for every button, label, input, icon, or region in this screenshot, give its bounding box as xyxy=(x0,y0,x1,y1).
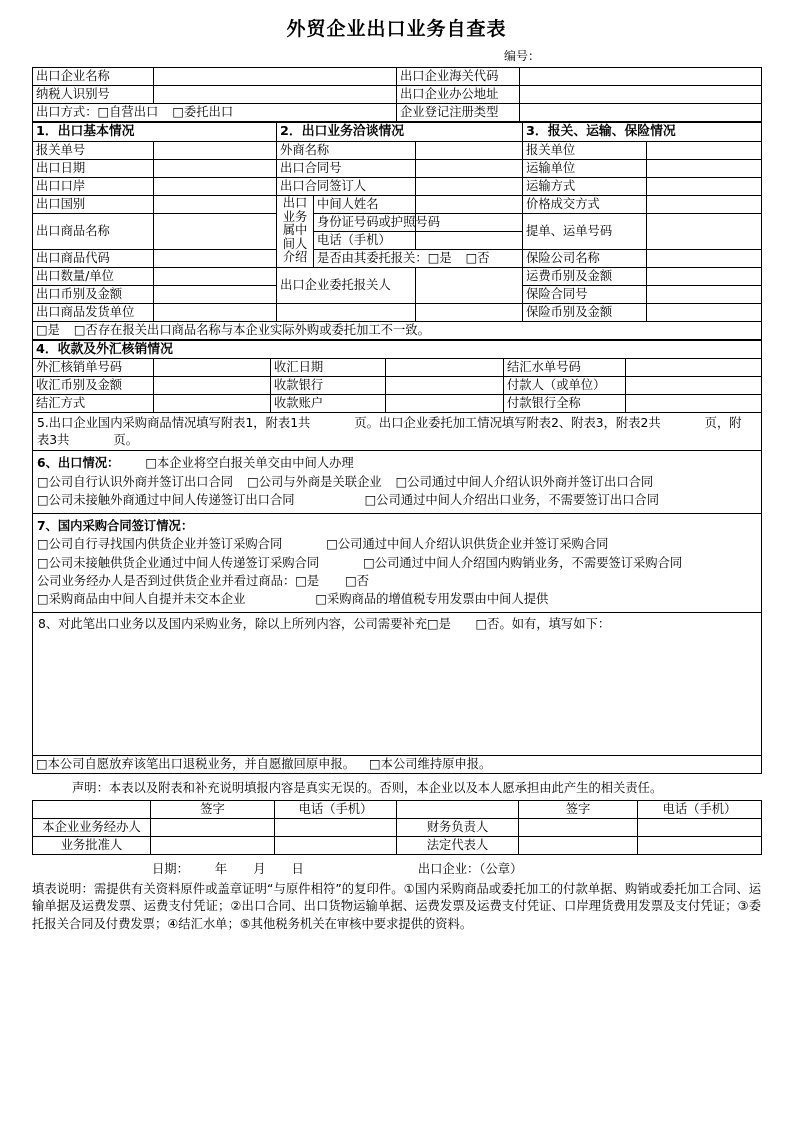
insurance-currency-amount-label: 保险币别及金额 xyxy=(523,303,647,321)
top-info-table xyxy=(32,67,762,122)
finance-manager-label: 财务负责人 xyxy=(397,818,519,836)
export-date-input[interactable] xyxy=(154,159,277,177)
registration-type-input[interactable] xyxy=(520,104,762,122)
table-row xyxy=(33,377,762,395)
section1-header: 1．出口基本情况 xyxy=(33,123,277,142)
customs-broker-label: 报关单位 xyxy=(523,141,647,159)
date-month[interactable]: 月 xyxy=(253,861,266,876)
section5-line1a: 5.出口企业国内采购商品情况填写附表1，附表1共 xyxy=(37,416,311,431)
table-row xyxy=(33,395,762,413)
settlement-method-input[interactable] xyxy=(154,395,271,413)
receiving-bank-input[interactable] xyxy=(386,377,504,395)
quantity-unit-input[interactable] xyxy=(154,267,277,285)
section4-table xyxy=(32,340,762,774)
transport-mode-label: 运输方式 xyxy=(523,177,647,195)
date-label: 日期： xyxy=(152,861,189,876)
table-row xyxy=(33,267,762,285)
export-currency-amount-input[interactable] xyxy=(154,285,277,303)
fx-verification-no-input[interactable] xyxy=(154,359,271,377)
section5-line2a: 表3共 xyxy=(37,432,70,447)
declaration-no-label: 报关单号 xyxy=(33,141,154,159)
table-row xyxy=(33,359,762,377)
intermediary-name-input[interactable] xyxy=(416,195,523,213)
section7-visit-question[interactable]: 公司业务经办人是否到过供货企业并看过商品：□是 xyxy=(37,574,320,589)
insurance-company-label: 保险公司名称 xyxy=(523,249,647,267)
paying-bank-fullname-label: 付款银行全称 xyxy=(504,395,626,413)
table-row xyxy=(33,818,762,836)
mismatch-row xyxy=(33,321,762,339)
goods-name-input[interactable] xyxy=(154,213,277,249)
insurance-contract-no-input[interactable] xyxy=(647,285,762,303)
section4-header: 4．收款及外汇核销情况 xyxy=(33,340,762,359)
export-currency-amount-label: 出口币别及金额 xyxy=(33,285,154,303)
section7-option-left-4[interactable]: □采购商品由中间人自提并未交本企业 xyxy=(37,592,246,607)
shipper-unit-input[interactable] xyxy=(154,303,277,321)
entrust-yes-checkbox[interactable]: □是 xyxy=(427,250,452,265)
price-terms-label: 价格成交方式 xyxy=(523,195,647,213)
export-contract-no-input[interactable] xyxy=(416,159,523,177)
export-company-name-input[interactable] xyxy=(154,68,397,86)
export-mode-label: 出口方式： xyxy=(36,105,98,119)
export-country-input[interactable] xyxy=(154,195,277,213)
receipt-currency-amount-label: 收汇币别及金额 xyxy=(33,377,154,395)
table-row xyxy=(33,836,762,854)
section5-line1b: 页。出口企业委托加工情况填写附表2、附表3，附表2共 xyxy=(354,416,661,431)
business-handler-label: 本企业业务经办人 xyxy=(33,818,151,836)
insurance-contract-no-label: 保险合同号 xyxy=(523,285,647,303)
office-address-input[interactable] xyxy=(520,86,762,104)
business-approver-phone[interactable] xyxy=(275,836,397,854)
intermediary-vertical-label: 出口业务属中间人介绍 xyxy=(277,195,314,267)
section5-line2b: 页。 xyxy=(113,432,139,447)
section6-row xyxy=(33,451,762,513)
section5-row xyxy=(33,413,762,451)
transport-mode-input[interactable] xyxy=(647,177,762,195)
table-row xyxy=(33,249,762,267)
section-headers-row xyxy=(33,123,762,142)
contract-signer-input[interactable] xyxy=(416,177,523,195)
signature-corner-blank-left xyxy=(33,800,151,818)
waiver-keep-checkbox[interactable]: □本公司维持原申报。 xyxy=(369,756,492,771)
declaration-text: 声明：本表以及附表和补充说明填报内容是真实无误的。否则，本企业以及本人愿承担由此产生的相关责任。 xyxy=(72,780,663,795)
price-terms-input[interactable] xyxy=(647,195,762,213)
customs-broker-input[interactable] xyxy=(647,141,762,159)
export-mode-cell xyxy=(33,104,397,122)
agent-spill-value[interactable] xyxy=(416,303,523,321)
goods-code-label: 出口商品代码 xyxy=(33,249,154,267)
date-and-seal-row xyxy=(32,855,761,879)
receiving-bank-label: 收款银行 xyxy=(271,377,386,395)
table-row xyxy=(33,177,762,195)
section6-option-2[interactable]: □公司与外商是关联企业 xyxy=(247,474,382,489)
section6-header: 6、出口情况： xyxy=(37,456,120,471)
business-approver-label: 业务批准人 xyxy=(33,836,151,854)
section8-text: 8、对此笔出口业务以及国内采购业务，除以上所列内容，公司需要补充□是 □否。如有，填写如下： xyxy=(38,616,611,631)
section7-header: 7、国内采购合同签订情况： xyxy=(37,518,194,533)
mismatch-yes-checkbox[interactable]: □是 xyxy=(36,322,60,337)
export-date-label: 出口日期 xyxy=(33,159,154,177)
mismatch-no-checkbox[interactable]: □否 xyxy=(73,322,98,337)
intermediary-phone-input[interactable] xyxy=(416,231,523,249)
transport-company-input[interactable] xyxy=(647,159,762,177)
export-agent-label: 出口企业委托报关人 xyxy=(277,267,416,303)
freight-currency-amount-input[interactable] xyxy=(647,267,762,285)
section7-option-right-1[interactable]: □公司通过中间人介绍认识供货企业并签订采购合同 xyxy=(326,537,609,552)
contract-signer-label: 出口合同签订人 xyxy=(277,177,416,195)
legal-representative-phone[interactable] xyxy=(638,836,762,854)
customs-code-input[interactable] xyxy=(520,68,762,86)
export-company-name-label: 出口企业名称 xyxy=(33,68,154,86)
office-address-label: 出口企业办公地址 xyxy=(397,86,520,104)
finance-manager-phone[interactable] xyxy=(638,818,762,836)
entrust-no-checkbox[interactable]: □否 xyxy=(465,250,490,265)
section7-option-left-1[interactable]: □公司自行寻找国内供货企业并签订采购合同 xyxy=(37,537,283,552)
page-title: 外贸企业出口业务自查表 xyxy=(286,18,507,40)
section4-header-row xyxy=(33,340,762,359)
quantity-unit-label: 出口数量/单位 xyxy=(33,267,154,285)
bill-of-lading-label: 提单、运单号码 xyxy=(523,213,647,249)
receiving-account-input[interactable] xyxy=(386,395,504,413)
waiver-row xyxy=(33,755,762,773)
legal-representative-label: 法定代表人 xyxy=(397,836,519,854)
entrust-declaration-cell xyxy=(314,249,523,267)
date-year[interactable]: 年 xyxy=(214,861,228,876)
section8-cell[interactable] xyxy=(33,612,762,755)
table-row xyxy=(33,68,762,86)
export-mode-self-checkbox[interactable]: □自营出口 xyxy=(97,105,159,119)
signature-header-row xyxy=(33,800,762,818)
signature-corner-blank-right xyxy=(397,800,519,818)
signature-col-phone-left: 电话（手机） xyxy=(275,800,397,818)
bill-of-lading-input[interactable] xyxy=(647,213,762,249)
finance-manager-signature[interactable] xyxy=(519,818,638,836)
section6-option-5[interactable]: □公司通过中间人介绍出口业务，不需要签订出口合同 xyxy=(364,493,660,508)
taxpayer-id-label: 纳税人识别号 xyxy=(33,86,154,104)
business-handler-signature[interactable] xyxy=(151,818,275,836)
waiver-abandon-checkbox[interactable]: □本公司自愿放弃该笔出口退税业务，并自愿撤回原申报。 xyxy=(36,756,356,771)
signature-col-phone-right: 电话（手机） xyxy=(638,800,762,818)
agent-spill-cell xyxy=(277,303,416,321)
section8-row xyxy=(33,612,762,755)
receiving-account-label: 收款账户 xyxy=(271,395,386,413)
legal-representative-signature[interactable] xyxy=(519,836,638,854)
foreign-buyer-name-label: 外商名称 xyxy=(277,141,416,159)
goods-code-input[interactable] xyxy=(154,249,277,267)
signature-col-sign-right: 签字 xyxy=(519,800,638,818)
intermediary-phone-label: 电话（手机） xyxy=(314,231,416,249)
section6-cell xyxy=(33,451,762,513)
section6-option-4[interactable]: □公司未接触外商通过中间人传递签订出口合同 xyxy=(37,493,295,508)
signature-col-sign-left: 签字 xyxy=(151,800,275,818)
section6-blank-form-checkbox[interactable]: □本企业将空白报关单交由中间人办理 xyxy=(145,456,354,471)
section5-line1c: 页，附 xyxy=(704,416,742,431)
serial-number-label: 编号： xyxy=(504,49,541,63)
section7-option-right-2[interactable]: □公司通过中间人介绍国内购销业务，不需要签订采购合同 xyxy=(363,555,683,570)
receipt-date-label: 收汇日期 xyxy=(271,359,386,377)
section7-option-right-4[interactable]: □采购商品的增值税专用发票由中间人提供 xyxy=(315,592,549,607)
export-contract-no-label: 出口合同号 xyxy=(277,159,416,177)
payer-input[interactable] xyxy=(626,377,762,395)
footnote-instructions: 填表说明：需提供有关资料原件或盖章证明“与原件相符”的复印件。①国内采购商品或委托加工的付款单据、购销或委托加工合同、运输单据及运费发票、运费支付凭证；②出口合同、出口货物运输单据、运费发票及运费支付凭证、口岸理货费用发票及支付凭证；③委托报关合同及付费发票；④结汇水单；⑤其他税务机关在审核中要求提供的资料。 xyxy=(32,881,761,931)
insurance-currency-amount-input[interactable] xyxy=(647,303,762,321)
section7-visit-no-checkbox[interactable]: □否 xyxy=(345,574,370,589)
customs-code-label: 出口企业海关代码 xyxy=(397,68,520,86)
signature-table xyxy=(32,800,762,855)
section5-cell xyxy=(33,413,762,451)
section6-option-3[interactable]: □公司通过中间人介绍认识外商并签订出口合同 xyxy=(395,474,654,489)
entrust-declaration-question: 是否由其委托报关： xyxy=(317,250,428,265)
settlement-slip-no-input[interactable] xyxy=(626,359,762,377)
table-row xyxy=(33,159,762,177)
export-agent-input[interactable] xyxy=(416,267,523,303)
freight-currency-amount-label: 运费币别及金额 xyxy=(523,267,647,285)
registration-type-label: 企业登记注册类型 xyxy=(397,104,520,122)
export-port-label: 出口口岸 xyxy=(33,177,154,195)
paying-bank-fullname-input[interactable] xyxy=(626,395,762,413)
foreign-buyer-name-input[interactable] xyxy=(416,141,523,159)
business-handler-phone[interactable] xyxy=(275,818,397,836)
receipt-date-input[interactable] xyxy=(386,359,504,377)
insurance-company-input[interactable] xyxy=(647,249,762,267)
section7-cell xyxy=(33,513,762,612)
table-row xyxy=(33,141,762,159)
date-day[interactable]: 日 xyxy=(291,861,304,876)
payer-label: 付款人（或单位） xyxy=(504,377,626,395)
table-row xyxy=(33,195,762,213)
goods-name-label: 出口商品名称 xyxy=(33,213,154,249)
table-row xyxy=(33,303,762,321)
shipper-unit-label: 出口商品发货单位 xyxy=(33,303,154,321)
settlement-method-label: 结汇方式 xyxy=(33,395,154,413)
table-row xyxy=(33,104,762,122)
section2-header: 2．出口业务洽谈情况 xyxy=(277,123,523,142)
section6-option-1[interactable]: □公司自行认识外商并签订出口合同 xyxy=(37,474,234,489)
declaration-no-input[interactable] xyxy=(154,141,277,159)
sections-123-table xyxy=(32,122,762,340)
business-approver-signature[interactable] xyxy=(151,836,275,854)
taxpayer-id-input[interactable] xyxy=(154,86,397,104)
transport-company-label: 运输单位 xyxy=(523,159,647,177)
intermediary-name-label: 中间人姓名 xyxy=(314,195,416,213)
mismatch-text: 存在报关出口商品名称与本企业实际外购或委托加工不一致。 xyxy=(97,322,430,337)
intermediary-id-label: 身份证号码或护照号码 xyxy=(314,213,416,231)
export-mode-entrusted-checkbox[interactable]: □委托出口 xyxy=(172,105,234,119)
fx-verification-no-label: 外汇核销单号码 xyxy=(33,359,154,377)
section7-option-left-2[interactable]: □公司未接触供货企业通过中间人传递签订采购合同 xyxy=(37,555,320,570)
table-row xyxy=(33,213,762,231)
export-port-input[interactable] xyxy=(154,177,277,195)
table-row xyxy=(33,86,762,104)
company-seal-label: 出口企业：（公章） xyxy=(417,861,523,876)
mismatch-cell xyxy=(33,321,762,339)
section7-row xyxy=(33,513,762,612)
waiver-cell xyxy=(33,755,762,773)
section3-header: 3．报关、运输、保险情况 xyxy=(523,123,762,142)
export-country-label: 出口国别 xyxy=(33,195,154,213)
settlement-slip-no-label: 结汇水单号码 xyxy=(504,359,626,377)
receipt-currency-amount-input[interactable] xyxy=(154,377,271,395)
